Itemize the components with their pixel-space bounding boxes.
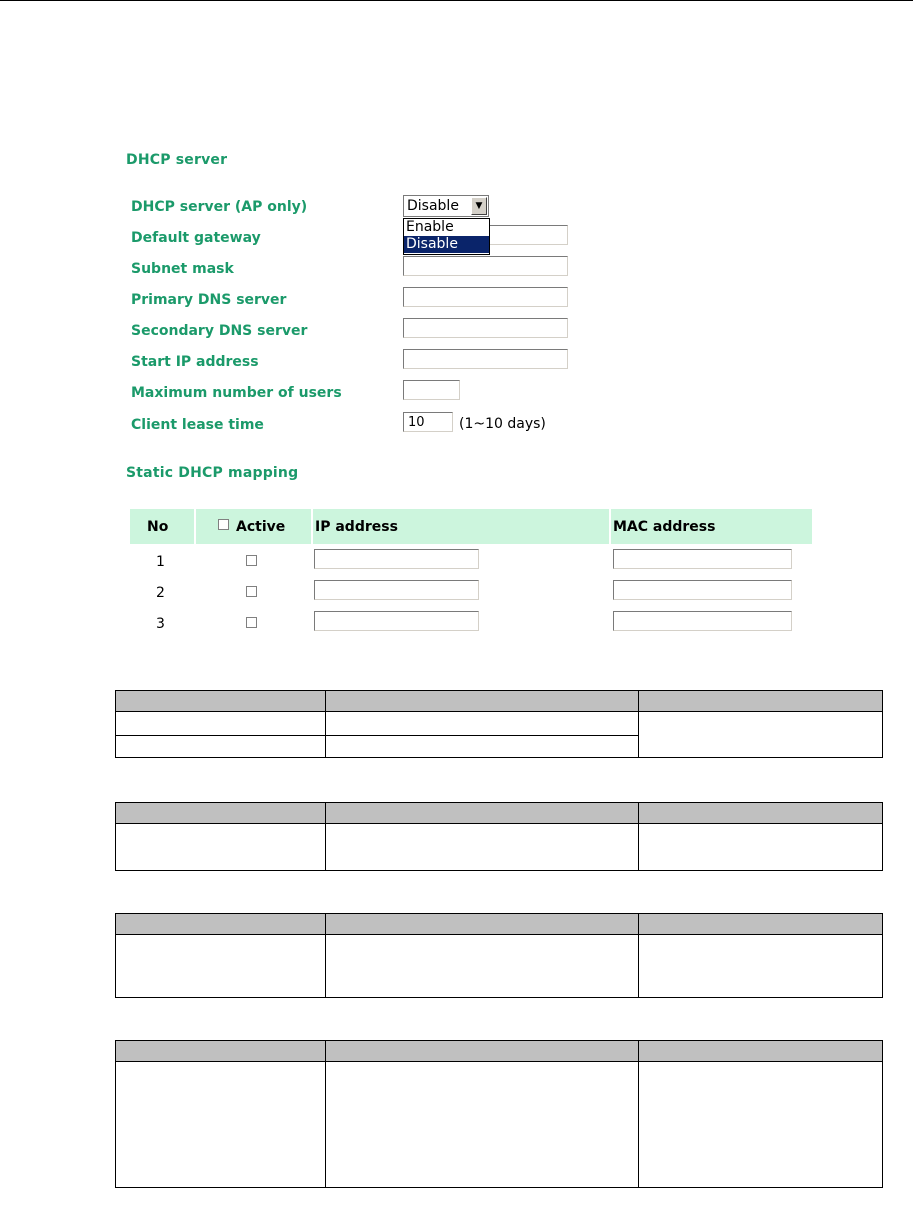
table-row bbox=[116, 824, 883, 871]
start-ip-input[interactable] bbox=[403, 349, 568, 369]
doc-table-2 bbox=[115, 802, 883, 871]
secondary-dns-input[interactable] bbox=[403, 318, 568, 338]
header-no-label: No bbox=[147, 519, 169, 535]
page-header-rule bbox=[0, 0, 913, 1]
header-active-label: Active bbox=[236, 519, 286, 535]
header-cell-ip bbox=[313, 509, 609, 544]
static-mapping-title: Static DHCP mapping bbox=[126, 465, 299, 481]
doc-table-3 bbox=[115, 913, 883, 998]
dhcp-settings-panel bbox=[118, 147, 812, 640]
dhcp-server-dropdown-list bbox=[403, 218, 490, 255]
primary-dns-label: Primary DNS server bbox=[131, 292, 287, 308]
header-ip-label: IP address bbox=[315, 519, 398, 535]
mapping-row-ip-input[interactable] bbox=[314, 549, 479, 569]
lease-time-label: Client lease time bbox=[131, 417, 264, 433]
mapping-row-active-checkbox[interactable] bbox=[246, 555, 257, 566]
mapping-row-no: 1 bbox=[156, 554, 165, 570]
mapping-row-ip-input[interactable] bbox=[314, 611, 479, 631]
mapping-row-ip-input[interactable] bbox=[314, 580, 479, 600]
header-cell-mac bbox=[611, 509, 812, 544]
table-header-row bbox=[116, 914, 883, 935]
mapping-row-mac-input[interactable] bbox=[613, 549, 792, 569]
dropdown-option-disable[interactable]: Disable bbox=[404, 236, 489, 253]
select-all-active-checkbox[interactable] bbox=[218, 519, 229, 530]
doc-table-1 bbox=[115, 690, 883, 758]
dropdown-option-enable[interactable]: Enable bbox=[406, 219, 454, 235]
table-header-row bbox=[116, 803, 883, 824]
lease-time-input[interactable] bbox=[403, 412, 453, 432]
mapping-row-active-checkbox[interactable] bbox=[246, 586, 257, 597]
mapping-row-mac-input[interactable] bbox=[613, 580, 792, 600]
doc-table-4 bbox=[115, 1040, 883, 1188]
header-cell-no bbox=[130, 509, 194, 544]
header-mac-label: MAC address bbox=[613, 519, 716, 535]
table-row bbox=[116, 1062, 883, 1188]
dhcp-server-select[interactable] bbox=[403, 195, 489, 217]
subnet-mask-input[interactable] bbox=[403, 256, 568, 276]
mapping-row-mac-input[interactable] bbox=[613, 611, 792, 631]
chevron-down-icon[interactable]: ▼ bbox=[471, 197, 487, 215]
table-row bbox=[116, 712, 883, 736]
max-users-input[interactable] bbox=[403, 380, 460, 400]
dhcp-section-title: DHCP server bbox=[126, 152, 228, 168]
mapping-row-no: 3 bbox=[156, 616, 165, 632]
subnet-mask-label: Subnet mask bbox=[131, 261, 234, 277]
table-row bbox=[116, 935, 883, 998]
default-gateway-label: Default gateway bbox=[131, 230, 261, 246]
lease-time-hint: (1~10 days) bbox=[459, 416, 546, 432]
secondary-dns-label: Secondary DNS server bbox=[131, 323, 308, 339]
dhcp-server-select-value: Disable bbox=[407, 198, 459, 214]
max-users-label: Maximum number of users bbox=[131, 385, 342, 401]
mapping-row-no: 2 bbox=[156, 585, 165, 601]
table-header-row bbox=[116, 691, 883, 712]
primary-dns-input[interactable] bbox=[403, 287, 568, 307]
header-cell-active bbox=[196, 509, 311, 544]
start-ip-label: Start IP address bbox=[131, 354, 259, 370]
table-header-row bbox=[116, 1041, 883, 1062]
mapping-row-active-checkbox[interactable] bbox=[246, 617, 257, 628]
dhcp-server-label: DHCP server (AP only) bbox=[131, 199, 308, 215]
